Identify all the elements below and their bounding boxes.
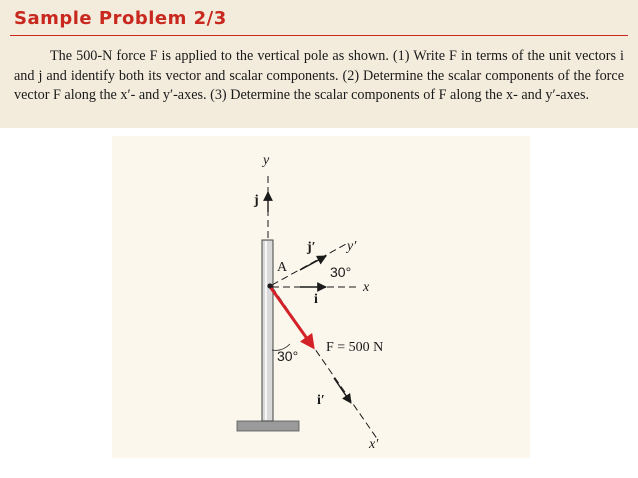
pole bbox=[262, 240, 273, 421]
j-prime-unit-vector bbox=[300, 256, 326, 270]
problem-paragraph: The 500-N force F is applied to the vertical pole as shown. (1) Write F in terms of the unit vectors i and j and identify both its vector and scalar components. (2) Determine the scalar components of the force vector F along the x′- and y′-axes. (3) Determine the scalar components of F along the x- and y′-axes. bbox=[14, 48, 624, 103]
x-prime-axis-label: x′ bbox=[369, 437, 379, 452]
pole-base bbox=[237, 421, 299, 431]
i-prime-unit-vector bbox=[334, 378, 351, 403]
j-prime-label: j′ bbox=[307, 240, 316, 255]
x-axis-label: x bbox=[363, 280, 370, 295]
i-vector-label: i bbox=[314, 292, 318, 307]
page-title: Sample Problem 2/3 bbox=[14, 8, 227, 29]
j-vector-label: j bbox=[254, 193, 259, 208]
y-prime-axis-label: y′ bbox=[347, 239, 357, 254]
y-axis-label: y bbox=[263, 153, 270, 168]
angle-pole-label: 30° bbox=[277, 348, 299, 364]
force-vector bbox=[271, 288, 313, 347]
force-label: F = 500 N bbox=[326, 340, 384, 355]
point-a-label: A bbox=[277, 260, 288, 275]
i-prime-label: i′ bbox=[317, 393, 325, 408]
angle-top-label: 30° bbox=[330, 264, 352, 280]
